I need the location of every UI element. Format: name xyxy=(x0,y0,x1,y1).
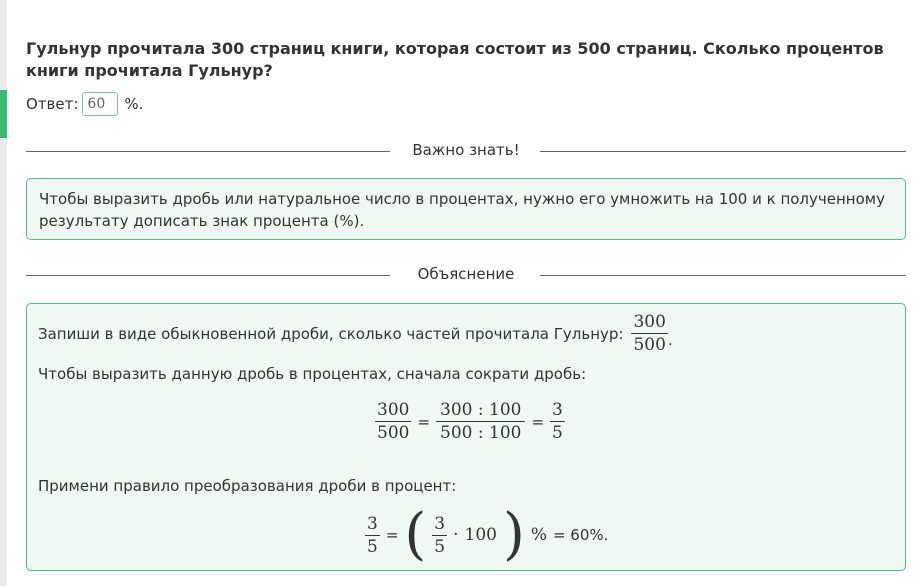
fraction-numerator: 3 xyxy=(434,513,446,534)
close-paren: ) xyxy=(502,502,525,567)
fraction-right xyxy=(550,399,565,444)
fraction-denominator: 500 xyxy=(633,335,666,355)
fraction-numerator: 300 : 100 xyxy=(440,400,522,420)
fraction-left xyxy=(375,399,411,444)
equation-percent xyxy=(365,502,609,567)
explanation-divider xyxy=(26,265,906,285)
fraction-numerator: 3 xyxy=(367,513,378,534)
line1-text: Запиши в виде обыкновенной дроби, сколько частей прочитала Гульнур: xyxy=(38,324,624,343)
fraction-300-500 xyxy=(631,311,667,356)
explanation-line-2: Чтобы выразить данную дробь в процентах, сначала сократи дробь: xyxy=(38,365,587,383)
equals-sign: = xyxy=(385,526,399,544)
hundred: 100 xyxy=(464,525,497,545)
left-sidebar-strip xyxy=(0,0,7,586)
fraction-denominator: 5 xyxy=(367,536,378,557)
period: . xyxy=(667,330,673,349)
answer-row xyxy=(26,92,143,116)
result-text: = 60%. xyxy=(552,526,609,544)
fraction-denominator: 5 xyxy=(434,536,446,557)
fraction-left xyxy=(365,513,380,558)
important-divider xyxy=(26,141,906,161)
fraction-denominator: 5 xyxy=(552,423,563,443)
answer-label: Ответ: xyxy=(26,95,79,113)
open-paren: ( xyxy=(404,502,427,567)
equals-sign: = xyxy=(417,412,431,431)
active-indicator xyxy=(0,90,7,138)
percent-sign: % xyxy=(530,525,547,545)
fraction-middle xyxy=(436,399,525,444)
important-box xyxy=(26,178,906,240)
fraction-numerator: 3 xyxy=(552,400,563,420)
question-text: Гульнур прочитала 300 страниц книги, которая состоит из 500 страниц. Сколько процентов книги прочитала Гульнур? xyxy=(26,39,884,80)
answer-input[interactable]: 60 xyxy=(82,92,118,116)
equation-reduce xyxy=(375,399,565,444)
equals-sign: = xyxy=(531,412,545,431)
explanation-line-3: Примени правило преобразования дроби в процент: xyxy=(38,477,457,495)
important-text: Чтобы выразить дробь или натуральное число в процентах, нужно его умножить на 100 и к полученному результату дописать знак процента (%). xyxy=(39,190,885,230)
fraction-inner xyxy=(432,513,447,558)
fraction-numerator: 300 xyxy=(633,312,666,332)
multiply-dot: · xyxy=(453,525,459,545)
fraction-numerator: 300 xyxy=(377,400,410,420)
explanation-line-1 xyxy=(38,311,673,356)
fraction-denominator: 500 : 100 xyxy=(440,423,522,443)
divider-line-right xyxy=(540,151,906,152)
fraction-denominator: 500 xyxy=(377,423,410,443)
explanation-title: Объяснение xyxy=(417,265,515,283)
divider-line-right xyxy=(540,275,906,276)
answer-suffix: %. xyxy=(124,95,144,113)
explanation-box xyxy=(26,303,906,571)
important-title: Важно знать! xyxy=(412,141,520,159)
